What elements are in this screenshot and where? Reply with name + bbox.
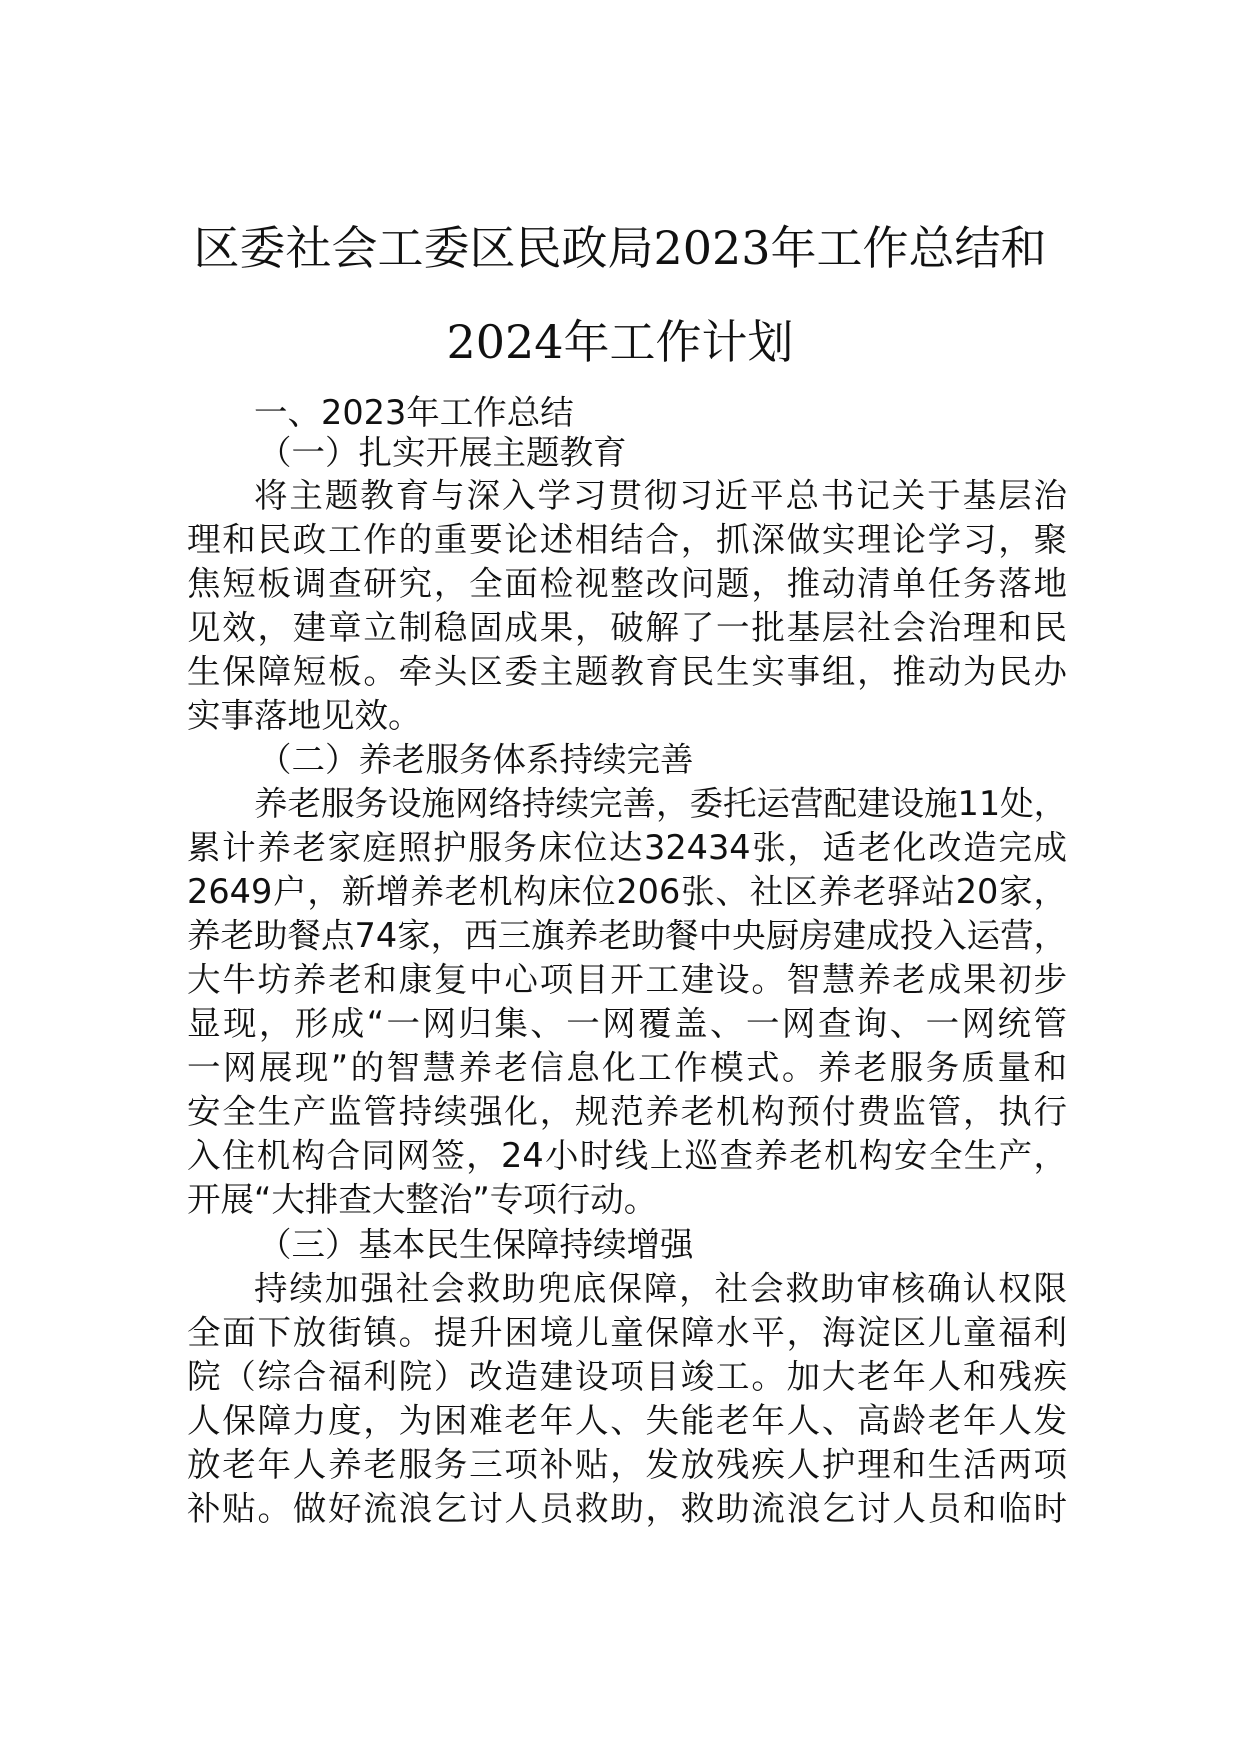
paragraph-line: 养老服务设施网络持续完善，委托运营配建设施11处， [254, 784, 1068, 823]
paragraph-line: 开展“大排查大整治”专项行动。 [187, 1180, 658, 1219]
paragraph-line: 焦短板调查研究，全面检视整改问题，推动清单任务落地 [187, 564, 1067, 603]
document-title-line-2: 2024年工作计划 [446, 315, 794, 369]
subsection-heading-1: （一）扎实开展主题教育 [258, 433, 627, 472]
paragraph-line: 放老年人养老服务三项补贴，发放残疾人护理和生活两项 [187, 1445, 1067, 1484]
subsection-heading-3: （三）基本民生保障持续增强 [258, 1225, 694, 1264]
paragraph-line: 一网展现”的智慧养老信息化工作模式。养老服务质量和 [187, 1048, 1067, 1087]
paragraph-line: 2649户，新增养老机构床位206张、社区养老驿站20家， [187, 872, 1067, 911]
paragraph-line: 见效，建章立制稳固成果，破解了一批基层社会治理和民 [187, 608, 1067, 647]
paragraph-line: 生保障短板。牵头区委主题教育民生实事组，推动为民办 [187, 652, 1067, 691]
paragraph-line: 将主题教育与深入学习贯彻习近平总书记关于基层治 [254, 476, 1067, 515]
paragraph-line: 全面下放街镇。提升困境儿童保障水平，海淀区儿童福利 [187, 1313, 1067, 1352]
paragraph-line: 大牛坊养老和康复中心项目开工建设。智慧养老成果初步 [187, 960, 1067, 999]
paragraph-line: 实事落地见效。 [187, 696, 422, 735]
paragraph-line: 补贴。做好流浪乞讨人员救助，救助流浪乞讨人员和临时 [187, 1489, 1067, 1528]
paragraph-line: 安全生产监管持续强化，规范养老机构预付费监管，执行 [187, 1092, 1067, 1131]
subsection-heading-2: （二）养老服务体系持续完善 [258, 740, 694, 779]
paragraph-line: 累计养老家庭照护服务床位达32434张，适老化改造完成 [187, 828, 1067, 867]
paragraph-line: 养老助餐点74家，西三旗养老助餐中央厨房建成投入运营， [187, 916, 1068, 955]
paragraph-line: 人保障力度，为困难老年人、失能老年人、高龄老年人发 [187, 1401, 1067, 1440]
paragraph-line: 院（综合福利院）改造建设项目竣工。加大老年人和残疾 [187, 1357, 1067, 1396]
paragraph-line: 理和民政工作的重要论述相结合，抓深做实理论学习，聚 [187, 520, 1067, 559]
paragraph-line: 持续加强社会救助兜底保障，社会救助审核确认权限 [254, 1269, 1067, 1308]
section-heading: 一、2023年工作总结 [254, 393, 574, 432]
paragraph-line: 入住机构合同网签，24小时线上巡查养老机构安全生产， [187, 1136, 1067, 1175]
paragraph-line: 显现，形成“一网归集、一网覆盖、一网查询、一网统管 [187, 1004, 1067, 1043]
document-title-line-1: 区委社会工委区民政局2023年工作总结和 [193, 221, 1047, 275]
